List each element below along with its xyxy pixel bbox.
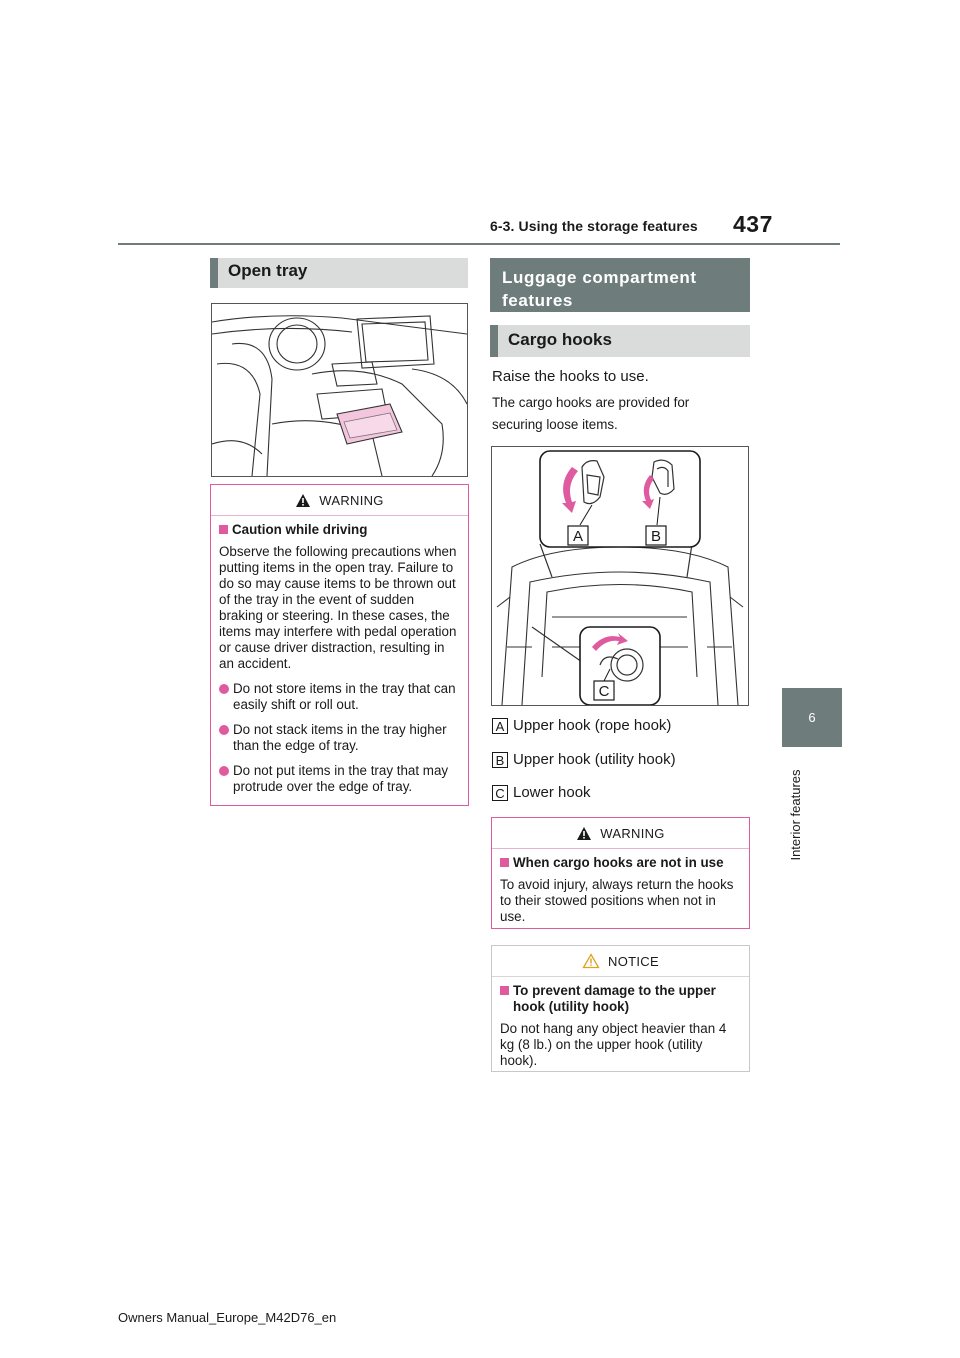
legend-text: Lower hook [513,784,591,801]
legend-text: Upper hook (rope hook) [513,717,672,734]
square-bullet-icon [500,858,509,867]
open-tray-figure [211,303,468,477]
description-text: The cargo hooks are provided for securing loose items. [492,395,690,432]
legend-item-c [492,784,591,801]
warning-triangle-icon [576,826,592,841]
figure-label-a: A [572,528,584,545]
legend-item-a [492,717,671,734]
luggage-heading: Luggage compartment features [490,258,750,312]
round-bullet-icon [219,725,229,735]
figure-label-b: B [650,528,662,545]
legend-key: A [492,718,508,734]
caution-triangle-icon [582,953,600,969]
warning-text: To avoid injury, always return the hooks to their stowed positions when not in use. [500,877,734,924]
notice-title: NOTICE [608,953,659,969]
figure-label-c: C [598,683,610,700]
legend-key: B [492,752,508,768]
round-bullet-icon [219,684,229,694]
list-item: Do not put items in the tray that may protrude over the edge of tray. [219,763,460,795]
list-item: Do not store items in the tray that can easily shift or roll out. [219,681,460,713]
open-tray-warning [210,484,469,806]
cargo-hooks-heading: Cargo hooks [490,325,750,357]
legend-key: C [492,785,508,801]
square-bullet-icon [219,525,228,534]
notice-subhead: To prevent damage to the upper hook (utility hook) [500,983,741,1015]
warning-header [211,485,468,516]
chapter-tab [782,688,842,747]
warning-subhead: Caution while driving [219,522,460,538]
warning-subhead: When cargo hooks are not in use [500,855,741,871]
warning-text: Observe the following precautions when putting items in the open tray. Failure to do so may cause items to be thrown out of the tray in the event of sudden braking or steering. In these cases, the items may interfere with pedal operation or cause driver distraction, resulting in an accident. [219,544,457,671]
header-rule [118,243,840,245]
warning-title: WARNING [600,825,665,841]
notice-header [492,946,749,977]
page-number: 437 [733,211,773,237]
cargo-hooks-warning [491,817,750,929]
instruction-text: Raise the hooks to use. [492,368,649,385]
warning-header [492,818,749,849]
chapter-label [786,760,806,870]
warning-triangle-icon [295,493,311,508]
section-title: 6-3. Using the storage features [490,218,698,234]
utility-hook-notice [491,945,750,1072]
cargo-hooks-figure [491,446,749,706]
notice-text: Do not hang any object heavier than 4 kg (8 lb.) on the upper hook (utility hook). [500,1021,727,1068]
square-bullet-icon [500,986,509,995]
warning-title: WARNING [319,492,384,508]
legend-item-b [492,751,676,768]
chapter-label-text: Interior features [788,769,803,861]
legend-text: Upper hook (utility hook) [513,751,676,768]
round-bullet-icon [219,766,229,776]
footer-text: Owners Manual_Europe_M42D76_en [118,1310,337,1325]
chapter-number: 6 [808,710,816,725]
open-tray-heading: Open tray [210,258,468,288]
list-item: Do not stack items in the tray higher than the edge of tray. [219,722,460,754]
